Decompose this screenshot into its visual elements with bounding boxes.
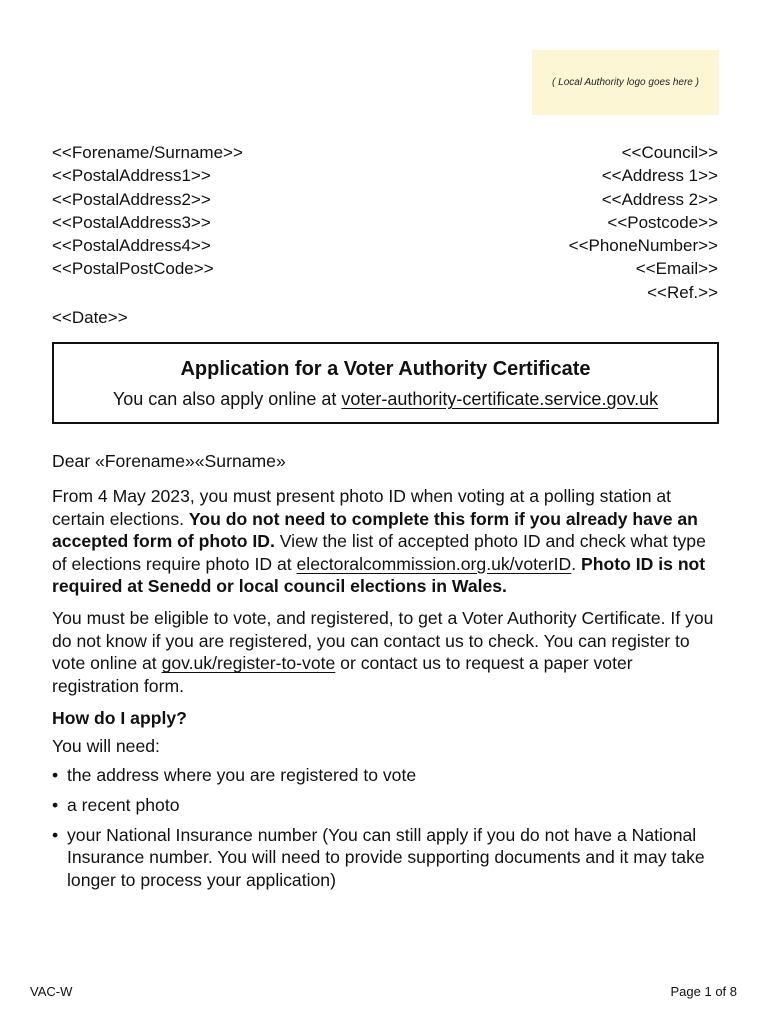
electoral-commission-link[interactable]: electoralcommission.org.uk/voterID (296, 553, 572, 574)
recipient-address-line: <<PostalAddress4>> (52, 236, 211, 256)
letter-body (52, 450, 720, 898)
recipient-address (52, 141, 243, 281)
paragraph-text: You must be eligible to vote, and registered, to get a Voter Authority Certificate. If you do not know if you are registered, you can contact us to check. You can register to vote online at (52, 608, 714, 674)
council-postcode: <<Postcode>> (607, 212, 718, 232)
you-will-need-text: You will need: (52, 736, 160, 757)
council-name: <<Council>> (621, 143, 718, 162)
greeting: Dear «Forename»«Surname» (52, 451, 286, 471)
bullet-icon: • (52, 794, 59, 815)
online-apply-note (54, 389, 717, 410)
paragraph-text: View the list of accepted photo ID and check what type of elections require photo ID at (52, 531, 706, 574)
eligibility-paragraph (52, 607, 720, 697)
recipient-address-line: <<PostalAddress1>> (52, 166, 211, 186)
list-item (52, 794, 720, 816)
council-phone: <<PhoneNumber>> (568, 236, 718, 256)
register-to-vote-link[interactable]: gov.uk/register-to-vote (161, 653, 336, 674)
list-item-text: a recent photo (67, 794, 180, 815)
page-number: Page 1 of 8 (670, 984, 737, 999)
recipient-postcode: <<PostalPostCode>> (52, 259, 214, 279)
how-to-apply-heading: How do I apply? (52, 708, 187, 729)
letter-date: <<Date>> (52, 308, 128, 327)
council-email: <<Email>> (635, 259, 718, 279)
form-code: VAC-W (30, 984, 73, 999)
bullet-icon: • (52, 824, 59, 845)
bullet-icon: • (52, 764, 59, 785)
council-address (569, 141, 718, 304)
list-item (52, 824, 720, 891)
photo-id-paragraph (52, 485, 720, 597)
requirements-list (52, 764, 720, 891)
paragraph-bold-text: You do not need to complete this form if you already have an accepted form of photo ID. (52, 508, 698, 552)
paragraph-text: . (571, 553, 582, 574)
recipient-name: <<Forename/Surname>> (52, 143, 243, 162)
title-box (52, 342, 719, 424)
logo-placeholder: ( Local Authority logo goes here ) (532, 50, 719, 115)
council-address-line: <<Address 2>> (601, 189, 718, 209)
paragraph-text: From 4 May 2023, you must present photo ID when voting at a polling station at certain elections. (52, 486, 672, 529)
paragraph-text: or contact us to request a paper voter registration form. (52, 653, 633, 696)
council-address-line: <<Address 1>> (601, 166, 718, 186)
paragraph-bold-text: Photo ID is not required at Senedd or local council elections in Wales. (52, 553, 706, 597)
list-item-text: the address where you are registered to vote (67, 764, 417, 785)
page-title: Application for a Voter Authority Certificate (180, 358, 591, 380)
list-item-text: your National Insurance number (You can still apply if you do not have a National Insurance number. You will need to provide supporting documents and it may take longer to process your application) (67, 824, 705, 890)
recipient-address-line: <<PostalAddress3>> (52, 212, 211, 232)
list-item (52, 764, 720, 786)
online-apply-text: You can also apply online at (112, 389, 342, 409)
recipient-address-line: <<PostalAddress2>> (52, 189, 211, 209)
online-apply-link[interactable]: voter-authority-certificate.service.gov.uk (341, 389, 659, 409)
council-ref: <<Ref.>> (647, 282, 718, 302)
